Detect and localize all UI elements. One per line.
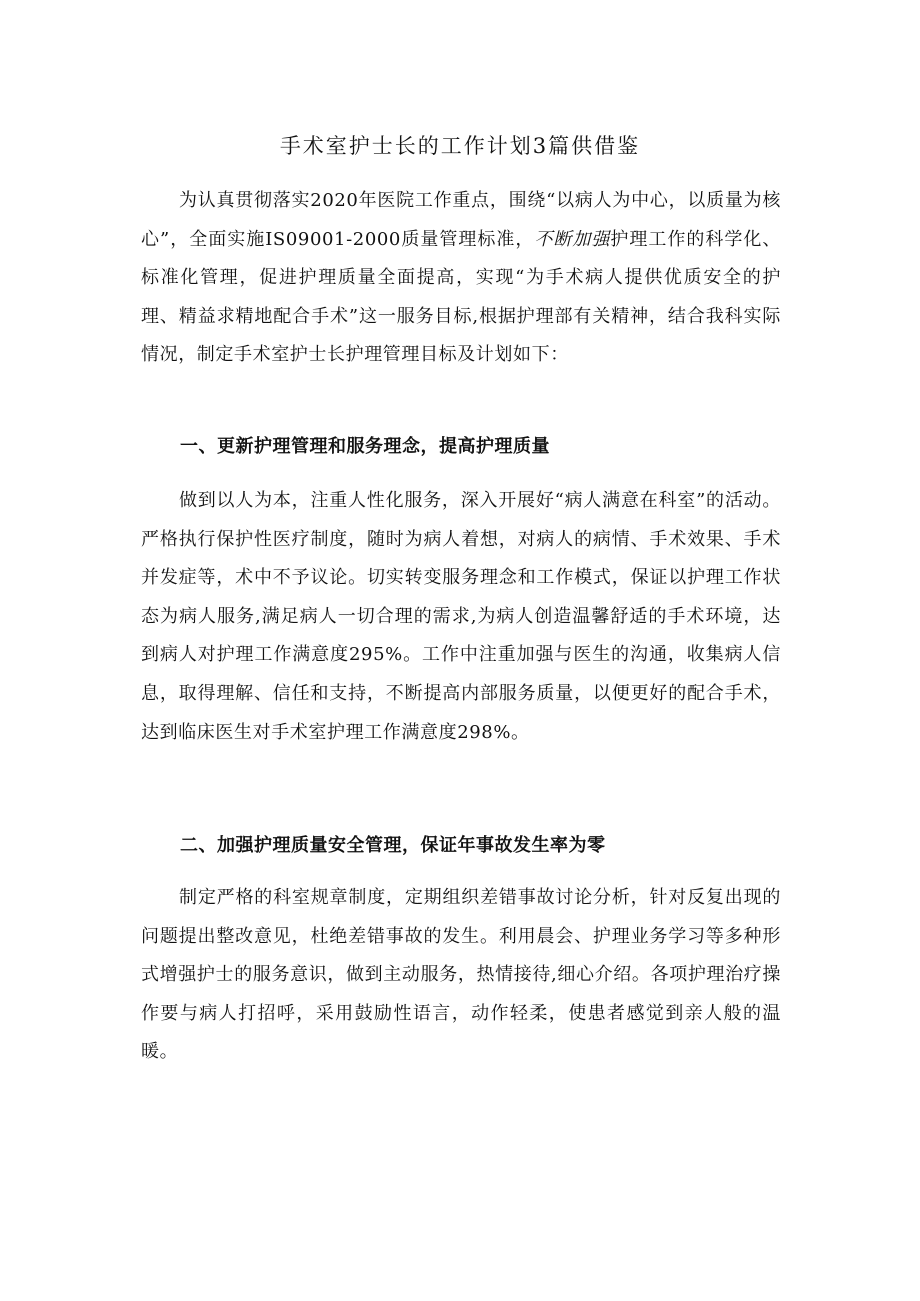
intro-text-after: 护理工作的科学化、标准化管理，促进护理质量全面提高，实现“为手术病人提供优质安全的护理、精益求精地配合手术”这一服务目标,根据护理部有关精神，结合我科实际情况，制定手术室护士长护理管理目标及计划如下： (141, 228, 781, 366)
document-title: 手术室护士长的工作计划3篇供借鉴 (279, 134, 641, 158)
intro-text-italic: 不断加强 (534, 228, 611, 250)
section-2-heading: 二、加强护理质量安全管理，保证年事故发生率为零 (180, 835, 606, 856)
section-1-body: 做到以人为本，注重人性化服务，深入开展好“病人满意在科室”的活动。严格执行保护性医疗制度，随时为病人着想，对病人的病情、手术效果、手术并发症等，术中不予议论。切实转变服务理念和工作模式，保证以护理工作状态为病人服务,满足病人一切合理的需求,为病人创造温馨舒适的手术环境，达到病人对护理工作满意度295%。工作中注重加强与医生的沟通，收集病人信息，取得理解、信任和支持，不断提高内部服务质量，以便更好的配合手术，达到临床医生对手术室护理工作满意度298%。 (141, 490, 781, 743)
intro-paragraph (141, 182, 781, 375)
section-2-body: 制定严格的科室规章制度，定期组织差错事故讨论分析，针对反复出现的问题提出整改意见，杜绝差错事故的发生。利用晨会、护理业务学习等多种形式增强护士的服务意识，做到主动服务，热情接待,细心介绍。各项护理治疗操作要与病人打招呼，采用鼓励性语言，动作轻柔，使患者感觉到亲人般的温暖。 (141, 887, 781, 1063)
section-1-heading: 一、更新护理管理和服务理念，提高护理质量 (180, 436, 550, 457)
intro-text-before: 为认真贯彻落实2020年医院工作重点，围绕“以病人为中心，以质量为核心”，全面实施IS09001-2000质量管理标准， (141, 190, 781, 250)
